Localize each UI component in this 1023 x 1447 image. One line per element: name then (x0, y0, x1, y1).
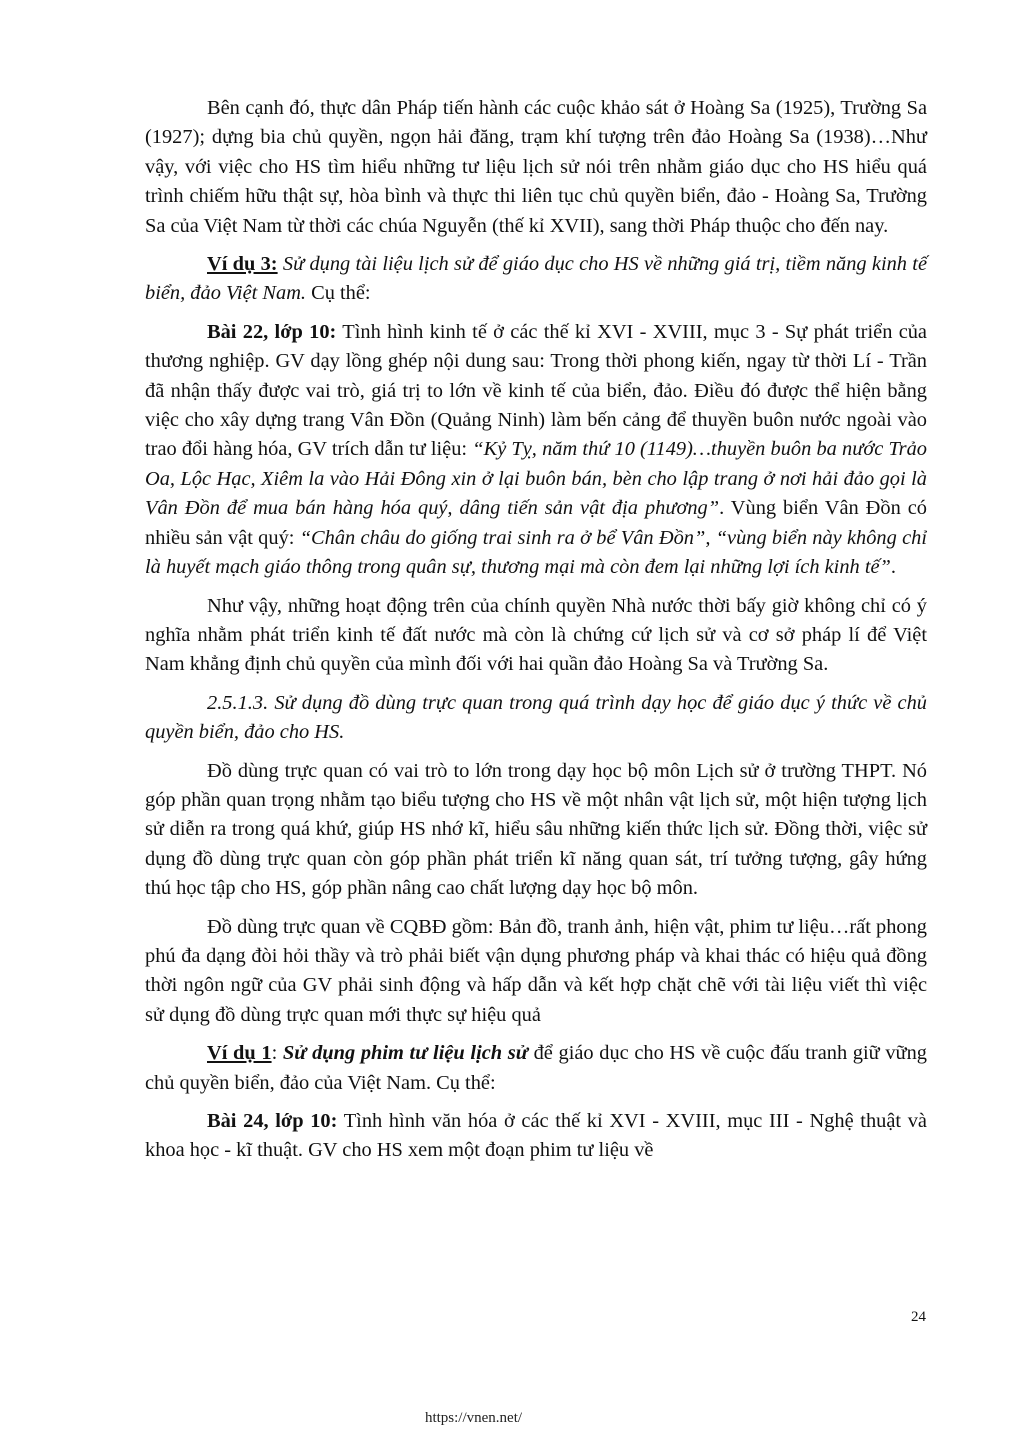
lesson-22-quote-1: “Kỷ Tỵ, năm thứ 10 (1149)…thuyền buôn ba nước Trảo Oa, Lộc Hạc, Xiêm la vào Hải Đông xin ở lại buôn bán, bèn cho lập trang ở nơi hải đảo gọi là Vân Đồn để mua bán hàng hóa quý, dâng tiến sản vật địa phương” (145, 438, 927, 520)
page-number: 24 (911, 1309, 926, 1325)
paragraph-6: Đồ dùng trực quan có vai trò to lớn trong dạy học bộ môn Lịch sử ở trường THPT. Nó góp phần quan trọng nhằm tạo biểu tượng cho HS về một nhân vật lịch sử, một hiện tượng lịch sử diễn ra trong quá khứ, giúp HS nhớ kĩ, hiểu sâu những kiến thức lịch sử. Đồng thời, việc sử dụng đồ dùng trực quan còn góp phần phát triển kĩ năng quan sát, trí tưởng tượng, gây hứng thú học tập cho HS, góp phần nâng cao chất lượng dạy học bộ môn. (145, 759, 927, 900)
section-heading-2-5-1-3: 2.5.1.3. Sử dụng đồ dùng trực quan trong quá trình dạy học để giáo dục ý thức về chủ quyền biển, đảo cho HS. (145, 691, 927, 744)
example-3-rest: Cụ thể: (306, 282, 371, 305)
lesson-22-label: Bài 22, lớp 10: (207, 320, 337, 343)
paragraph-1: Bên cạnh đó, thực dân Pháp tiến hành các cuộc khảo sát ở Hoàng Sa (1925), Trường Sa (1927); dựng bia chủ quyền, ngọn hải đăng, trạm khí tượng trên đảo Hoàng Sa (1938)…Như vậy, với việc cho HS tìm hiểu những tư liệu lịch sử nói trên nhằm giáo dục cho HS hiểu quá trình chiếm hữu thật sự, hòa bình và thực thi liên tục chủ quyền biển, đảo - Hoàng Sa, Trường Sa của Việt Nam từ thời các chúa Nguyễn (thế kỉ XVII), sang thời Pháp thuộc cho đến nay. (145, 97, 927, 237)
paragraph-lesson-24 (145, 1107, 927, 1166)
lesson-22-text-2: . Vùng biển Vân Đồn có nhiều sản vật quý: (145, 497, 927, 549)
document-body (145, 94, 927, 1175)
example-1-rest: để giáo dục cho HS về cuộc đấu tranh giữ vững chủ quyền biển, đảo của Việt Nam. Cụ thể: (145, 1042, 928, 1094)
paragraph-lesson-22 (145, 318, 927, 583)
example-3-label: Ví dụ 3: (207, 253, 278, 276)
example-1-title: Sử dụng phim tư liệu lịch sử (282, 1042, 528, 1065)
lesson-24-text: Tình hình văn hóa ở các thế kỉ XVI - XVIII, mục III - Nghệ thuật và khoa học - kĩ thuật. GV cho HS xem một đoạn phim tư liệu về (145, 1110, 927, 1162)
paragraph-example-3 (145, 250, 927, 309)
lesson-24-label: Bài 24, lớp 10: (207, 1110, 338, 1132)
paragraph-4: Như vậy, những hoạt động trên của chính quyền Nhà nước thời bấy giờ không chỉ có ý nghĩa nhằm phát triển kinh tế đất nước mà còn là chứng cứ lịch sử và cơ sở pháp lí để Việt Nam khẳng định chủ quyền của mình đối với hai quần đảo Hoàng Sa và Trường Sa. (145, 594, 927, 676)
lesson-22-end: . (890, 556, 896, 579)
example-1-colon: : (271, 1042, 283, 1065)
lesson-22-text-1: Tình hình kinh tế ở các thế kỉ XVI - XVIII, mục 3 - Sự phát triển của thương nghiệp. GV dạy lồng ghép nội dung sau: Trong thời phong kiến, ngay từ thời Lí - Trần đã nhận thấy được vai trò, giá trị to lớn về kinh tế của biển, đảo. Điều đó được thể hiện bằng việc cho xây dựng trang Vân Đồn (Quảng Ninh) làm bến cảng để thuyền buôn nước ngoài vào trao đổi hàng hóa, GV trích dẫn tư liệu: (145, 320, 927, 461)
lesson-22-quote-2: “Chân châu do giống trai sinh ra ở bể Vân Đồn”, “vùng biển này không chỉ là huyết mạch giáo thông trong quân sự, thương mại mà còn đem lại những lợi ích kinh tế” (145, 526, 927, 579)
paragraph-7: Đồ dùng trực quan về CQBĐ gồm: Bản đồ, tranh ảnh, hiện vật, phim tư liệu…rất phong phú đa dạng đòi hỏi thầy và trò phải biết vận dụng phương pháp và khai thác có hiệu quả đồng thời ngôn ngữ của GV phải sinh động và hấp dẫn và kết hợp chặt chẽ với tài liệu viết thì việc sử dụng đồ dùng trực quan mới thực sự hiệu quả (145, 915, 927, 1026)
example-3-title: Sử dụng tài liệu lịch sử để giáo dục cho HS về những giá trị, tiềm năng kinh tế biển, đảo Việt Nam. (145, 253, 927, 305)
paragraph-example-1 (145, 1039, 927, 1098)
footer-url[interactable]: https://vnen.net/ (424, 1410, 523, 1426)
example-1-label: Ví dụ 1 (207, 1042, 272, 1065)
